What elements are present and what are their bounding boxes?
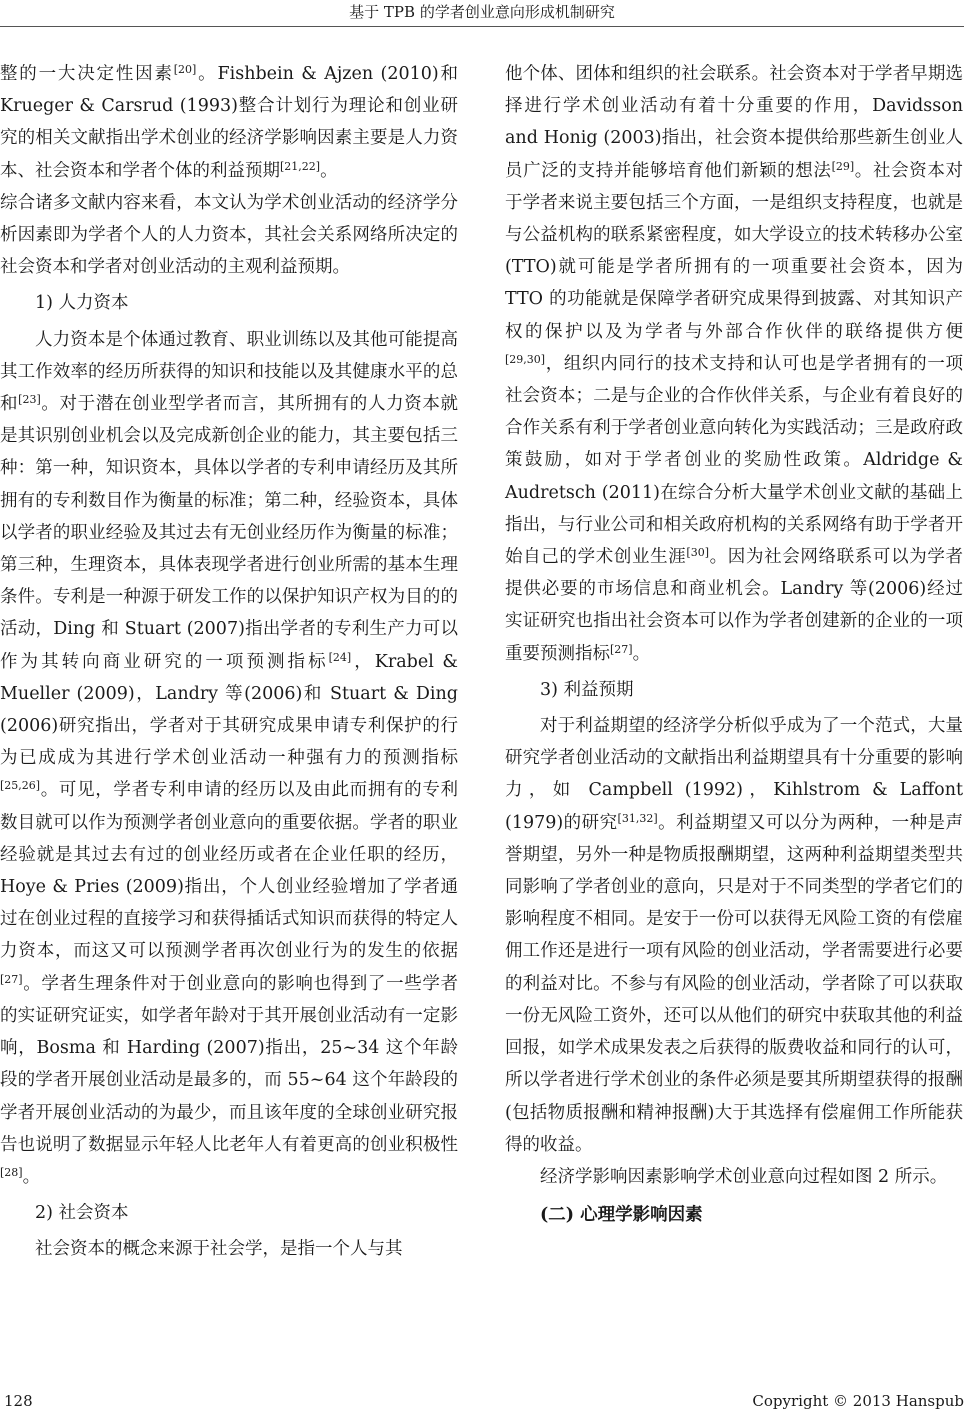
- paragraph: [505, 710, 963, 1161]
- right-column: [505, 58, 963, 1231]
- text: 。: [320, 160, 338, 181]
- text: ，Krabel & Mueller (2009)，Landry 等(2006)和 Stuart & Ding (2006)研究指出，学者对于其研究成果申请专利保护的行为已成成为其进行学术创业活动一种强有力的预测指标: [0, 651, 459, 769]
- text: 他个体、团体和组织的社会联系。社会资本对于学者早期选择进行学术创业活动有着十分重要的作用，Davidsson and Honig (2003)指出，社会资本提供给那些新生创业人员广泛的支持并能够培育他们新颖的想法: [505, 64, 963, 181]
- section-heading-psychological-factors: (二) 心理学影响因素: [540, 1205, 703, 1226]
- subheading-benefit-expectation: 3) 利益预期: [540, 679, 634, 700]
- paragraph: 经济学影响因素影响学术创业意向过程如图 2 所示。: [540, 1166, 948, 1187]
- paragraph: 综合诸多文献内容来看，本文认为学术创业活动的经济学分析因素即为学者个人的人力资本，其社会关系网络所决定的社会资本和学者对创业活动的主观利益预期。: [0, 192, 458, 278]
- citation: [29]: [831, 159, 855, 173]
- header-rule: [0, 26, 964, 27]
- citation: [21,22]: [280, 159, 321, 173]
- copyright-notice: Copyright © 2013 Hanspub: [752, 1392, 964, 1410]
- subheading-human-capital: 1) 人力资本: [35, 293, 129, 314]
- citation: [23]: [18, 393, 41, 407]
- page-number: 128: [4, 1392, 33, 1410]
- text: 人力资本是个体通过教育、职业训练以及其他可能提高其工作效率的经历所获得的知识和技能以及其健康水平的总和: [0, 329, 458, 415]
- text: 。学者生理条件对于创业意向的影响也得到了一些学者的实证研究证实，如学者年龄对于其开展创业活动有一定影响，Bosma 和 Harding (2007)指出，25~34 这个年龄段的学者开展创业活动是最多的，而 55~64 这个年龄段的学者开展创业活动的为最少，而且该年度的全球创业研究报告也说明了数据显示年轻人比老年人有着更高的创业积极性: [0, 973, 458, 1155]
- subheading-social-capital: 2) 社会资本: [35, 1203, 129, 1224]
- citation: [27]: [0, 972, 23, 986]
- citation: [29,30]: [505, 352, 546, 366]
- text: 。因为社会网络联系可以为学者提供必要的市场信息和商业机会。Landry 等(2006)经过实证研究也指出社会资本可以作为学者创建新的企业的一项重要预测指标: [505, 547, 964, 664]
- text: 。对于潜在创业型学者而言，其所拥有的人力资本就是其识别创业机会以及完成新创企业的能力，其主要包括三种：第一种，知识资本，具体以学者的专利申请经历及其所拥有的专利数目作为衡量的标准；第二种，经验资本，具体以学者的职业经验及其过去有无创业经历作为衡量的标准；第三种，生理资本，具体表现学者进行创业所需的基本生理条件。专利是一种源于研发工作的以保护知识产权为目的的活动，Ding 和 Stuart (2007)指出学者的专利生产力可以作为其转向商业研究的一项预测指标: [0, 394, 459, 672]
- paragraph: [505, 58, 963, 670]
- citation: [20]: [173, 63, 197, 76]
- text: 。: [22, 1166, 41, 1187]
- text: 。可见，学者专利申请的经历以及由此而拥有的专利数目就可以作为预测学者创业意向的重要依据。学者的职业经验就是其过去有过的创业经历或者在企业任职的经历，Hoye & Pries (2009)指出，个人创业经验增加了学者通过在创业过程的直接学习和获得插话式知识而获得的特定人力资本，而这又可以预测学者再次创业行为的发生的依据: [0, 780, 458, 962]
- text: ，组织内同行的技术支持和认可也是学者拥有的一项社会资本；二是与企业的合作伙伴关系，与企业有着良好的合作关系有利于学者创业意向转化为实践活动；三是政府政策鼓励，如对于学者创业的奖励性政策。Aldridge & Audretsch (2011)在综合分析大量学术创业文献的基础上指出，与行业公司和相关政府机构的关系网络有助于学者开始自己的学术创业生涯: [505, 353, 963, 568]
- text: 。利益期望又可以分为两种，一种是声誉期望，另外一种是物质报酬期望，这两种利益期望类型共同影响了学者创业的意向，只是对于不同类型的学者它们的影响程度不相同。是安于一份可以获得无风险工资的有偿雇佣工作还是进行一项有风险的创业活动，学者需要进行必要的利益对比。不参与有风险的创业活动，学者除了可以获取一份无风险工资外，还可以从他们的研究中获取其他的利益回报，如学术成果发表之后获得的版费收益和同行的认可，所以学者进行学术创业的条件必须是要其所期望获得的报酬(包括物质报酬和精神报酬)大于其选择有偿雇佣工作所能获得的收益。: [505, 812, 963, 1155]
- paragraph: 社会资本的概念来源于社会学，是指一个人与其: [35, 1239, 403, 1260]
- citation: [28]: [0, 1165, 23, 1179]
- citation: [25,26]: [0, 779, 41, 793]
- paragraph: [0, 324, 458, 1193]
- text: 。: [632, 643, 651, 664]
- citation: [24]: [328, 650, 352, 664]
- text: 对于利益期望的经济学分析似乎成为了一个范式，大量研究学者创业活动的文献指出利益期望具有十分重要的影响力，如 Campbell (1992)，Kihlstrom & Laffont (1979)的研究: [505, 716, 963, 833]
- citation: [27]: [610, 642, 633, 656]
- citation: [30]: [686, 546, 710, 560]
- text: 。Fishbein & Ajzen (2010)和 Krueger & Carsrud (1993)整合计划行为理论和创业研究的相关文献指出学术创业的经济学影响因素主要是人力资本、社会资本和学者个体的利益预期: [0, 64, 458, 181]
- citation: [31,32]: [617, 811, 658, 825]
- left-column: [0, 58, 458, 1266]
- running-header-title: 基于 TPB 的学者创业意向形成机制研究: [349, 3, 615, 21]
- paragraph: [0, 58, 458, 187]
- text: 。社会资本对于学者来说主要包括三个方面，一是组织支持程度，也就是与公益机构的联系紧密程度，如大学设立的技术转移办公室(TTO)就可能是学者所拥有的一项重要社会资本，因为 TTO 的功能就是保障学者研究成果得到披露、对其知识产权的保护以及为学者与外部合作伙伴的联络提供方便: [505, 160, 964, 342]
- text: 整的一大决定性因素: [0, 64, 174, 84]
